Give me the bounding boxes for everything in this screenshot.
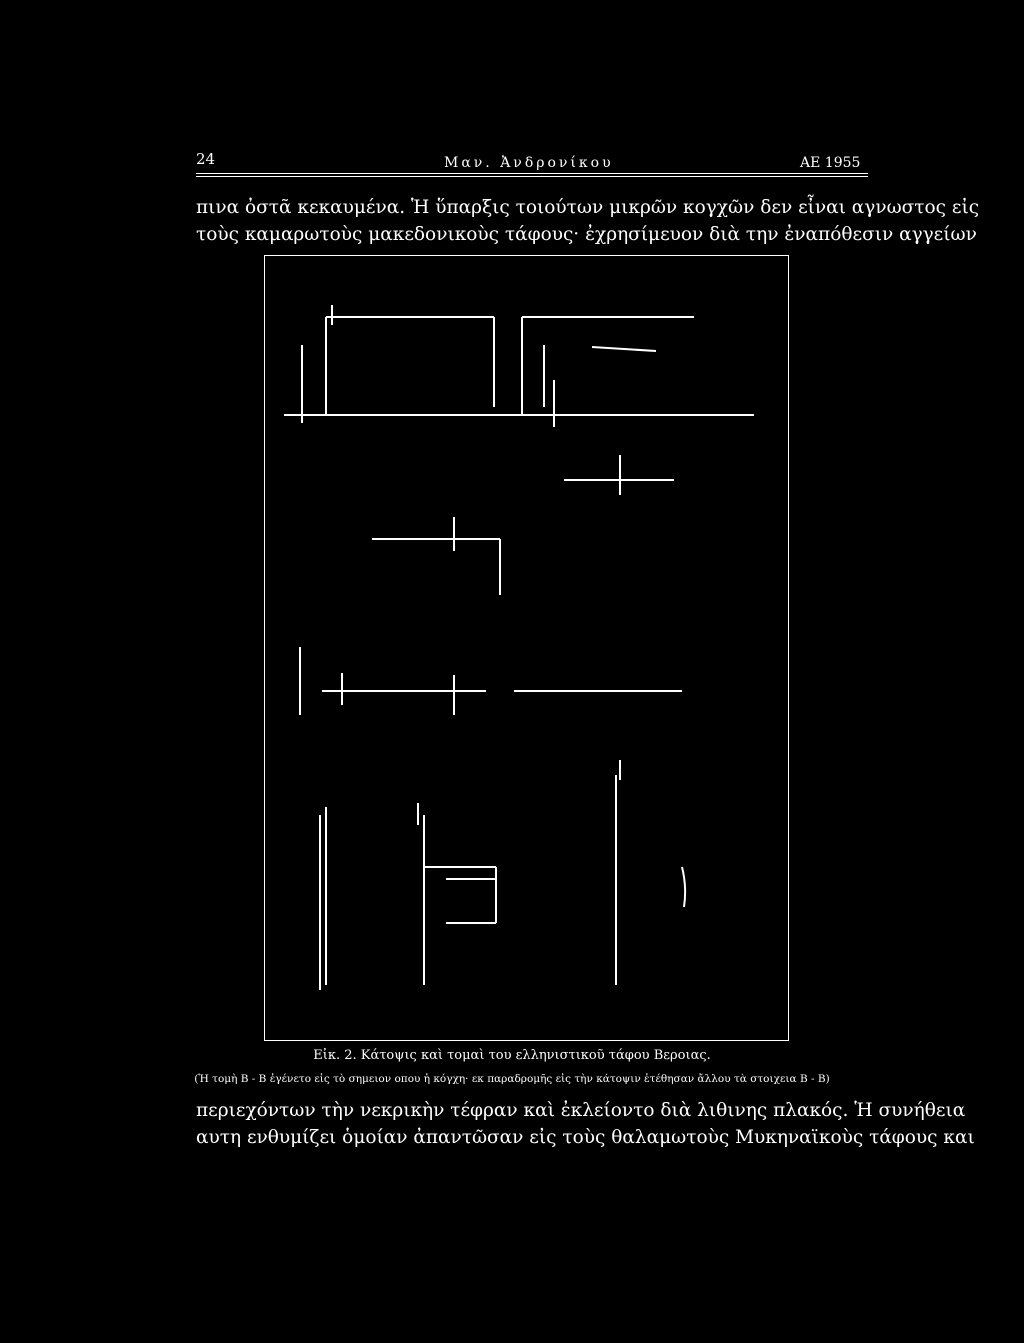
body-line: περιεχόντων τὴν νεκρικὴν τέφραν καὶ ἐκλείοντο διὰ λιθινης πλακός. Ἡ συνήθεια <box>196 1100 966 1121</box>
section-line-bb <box>300 647 682 715</box>
tomb-plan-drawing <box>264 255 789 1041</box>
running-head: Μαν. Ἀνδρονίκου <box>444 155 614 171</box>
section-upper-right <box>514 317 754 427</box>
journal-reference: ΑΕ 1955 <box>800 155 861 171</box>
page-number: 24 <box>196 150 216 168</box>
header-rule-secondary <box>196 176 868 177</box>
section-lower-left <box>320 803 496 990</box>
body-line: πινα ὀστᾶ κεκαυμένα. Ἡ ὕπαρξις τοιούτων μικρῶν κογχῶν δεν εἶναι αγνωστος εἰς <box>196 197 980 218</box>
section-middle-left <box>372 517 500 595</box>
section-upper-left <box>284 305 514 423</box>
body-line: αυτη ενθυμίζει ὁμοίαν ἀπαντῶσαν εἰς τοὺς θαλαμωτοὺς Μυκηναϊκοὺς τάφους και <box>196 1127 975 1148</box>
figure-caption: Εἰκ. 2. Κάτοψις καὶ τομαὶ του ελληνιστικοῦ τάφου Βεροιας. <box>313 1048 711 1063</box>
figure-note: (Ἡ τομὴ Β - Β ἐγένετο εἰς τὸ σημειον οπου ἡ κόγχη· εκ παραδρομῆς εἰς τὴν κάτοψιν ἐτέθησαν ἄλλου τὰ στοιχεια Β - Β) <box>194 1073 830 1085</box>
body-line: τοὺς καμαρωτοὺς μακεδονικοὺς τάφους· ἐχρησίμευον διὰ την ἐναπόθεσιν αγγείων <box>196 224 977 245</box>
section-lower-right <box>616 760 685 985</box>
section-middle-right <box>564 455 674 495</box>
header-rule <box>196 173 868 174</box>
